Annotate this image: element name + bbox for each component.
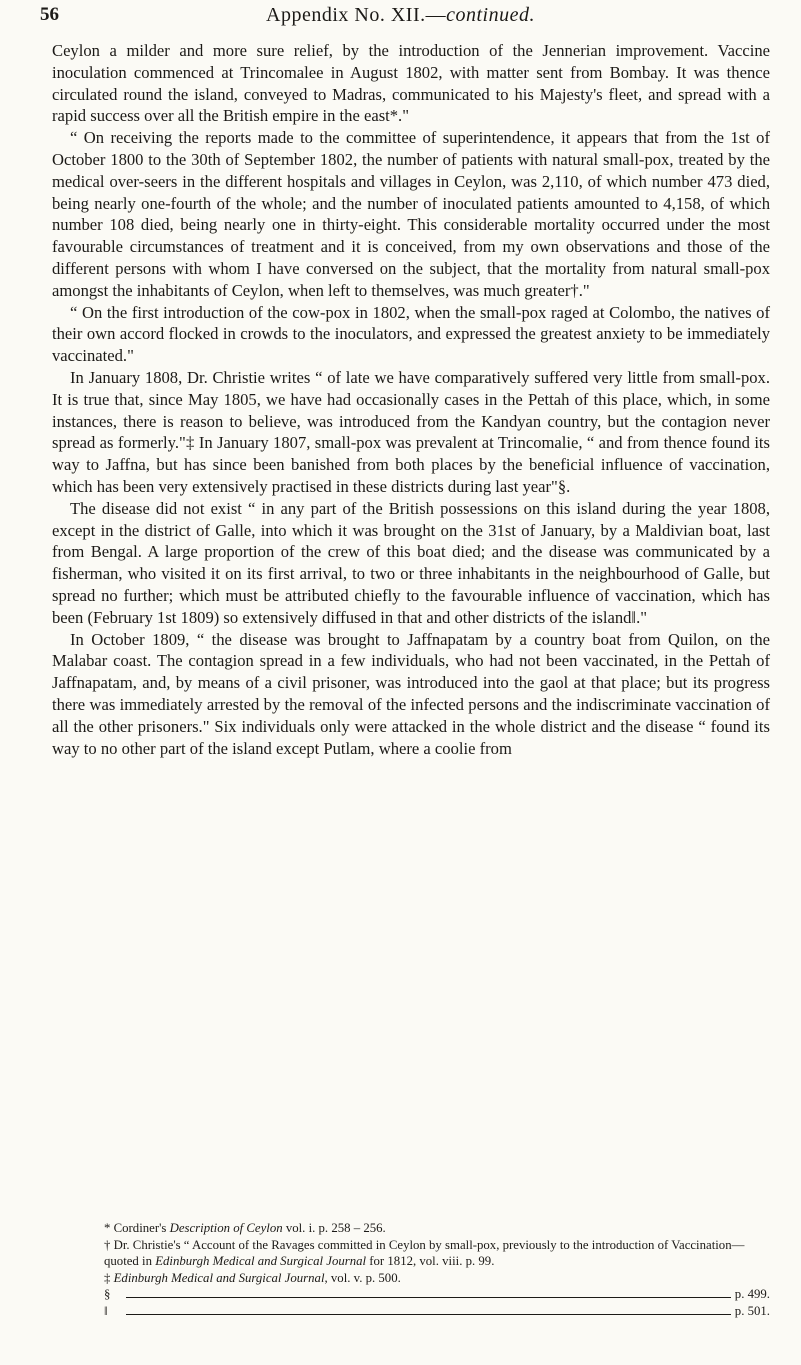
- paragraph: “ On receiving the reports made to the committee of superintendence, it appears that from the 1st of October 1800 to the 30th of September 1802, the number of patients with natural small-pox, treated by the medical over-seers in the different hospitals and villages in Ceylon, was 2,110, of which number 473 died, being nearly one-fourth of the whole; and the number of inoculated patients amounted to 4,158, of which number 108 died, being nearly one in thirty-eight. This considerable mortality occurred under the most favourable circumstances of treatment and it is conceived, from my own observations and those of the different persons with whom I have conversed on the subject, that the mortality from natural small-pox amongst the inhabitants of Ceylon, when left to themselves, was much greater†.": [52, 128, 770, 300]
- footnote: ‡ Edinburgh Medical and Surgical Journal, vol. v. p. 500.: [104, 1270, 401, 1285]
- footnote: ‖ p. 501.: [104, 1303, 770, 1318]
- running-head-title: Appendix No. XII.—: [266, 4, 447, 26]
- running-head-continued: continued.: [446, 4, 535, 26]
- paragraph: Ceylon a milder and more sure relief, by the introduction of the Jennerian improvement. Vaccine inoculation commenced at Trincomalee in August 1802, with matter sent from Bombay. It was thence circulated round the island, conveyed to Madras, communicated to his Majesty's fleet, and spread with a rapid success over all the British empire in the east*.": [52, 41, 770, 126]
- paragraph: The disease did not exist “ in any part of the British possessions on this island during the year 1808, except in the district of Galle, into which it was brought on the 31st of January, by a Maldivian boat, last from Bengal. A large proportion of the crew of this boat died; and the disease was communicated by a fisherman, who visited it on its first arrival, to two or three inhabitants in the neighbourhood of Galle, but spread no further; which must be attributed chiefly to the favourable influence of vaccination, which has been (February 1st 1809) so extensively diffused in that and other districts of the island‖.": [52, 498, 770, 627]
- footnote: * Cordiner's Description of Ceylon vol. i. p. 258 – 256.: [104, 1221, 386, 1235]
- paragraph: “ On the first introduction of the cow-pox in 1802, when the small-pox raged at Colombo, the natives of their own accord flocked in crowds to the inoculators, and expressed the greatest anxiety to be immediately vaccinated.": [52, 302, 770, 366]
- footnotes: [52, 1220, 770, 1320]
- paragraph: In January 1808, Dr. Christie writes “ of late we have comparatively suffered very little from small-pox. It is true that, since May 1805, we have had occasionally cases in the Pettah of this place, which, in some instances, there is reason to believe, was introduced from the Kandyan country, but the contagion never spread as formerly."‡ In January 1807, small-pox was prevalent at Trincomalie, “ and from thence found its way to Jaffna, but has since been banished from both places by the beneficial influence of vaccination, which has been very extensively practised in these districts during last year"§.: [52, 367, 770, 496]
- footnote: † Dr. Christie's “ Account of the Ravages committed in Ceylon by small-pox, previously to the introduction of Vaccination—quoted in Edinburgh Medical and Surgical Journal for 1812, vol. viii. p. 99.: [104, 1237, 745, 1269]
- body-text: [52, 40, 770, 759]
- ditto-rule: [126, 1306, 731, 1315]
- running-head: [0, 4, 801, 27]
- paragraph: In October 1809, “ the disease was brought to Jaffnapatam by a country boat from Quilon, on the Malabar coast. The contagion spread in a few individuals, who had not been vaccinated, in the Pettah of Jaffnapatam, and, by means of a civil prisoner, was introduced into the gaol at that place; but its progress there was immediately arrested by the removal of the infected persons and the indiscriminate vaccination of all the other prisoners." Six individuals only were attacked in the whole district and the disease “ found its way to no other part of the island except Putlam, where a coolie from: [52, 629, 770, 758]
- ditto-rule: [126, 1289, 731, 1298]
- page-number: 56: [40, 4, 59, 25]
- footnote: § p. 499.: [104, 1287, 770, 1302]
